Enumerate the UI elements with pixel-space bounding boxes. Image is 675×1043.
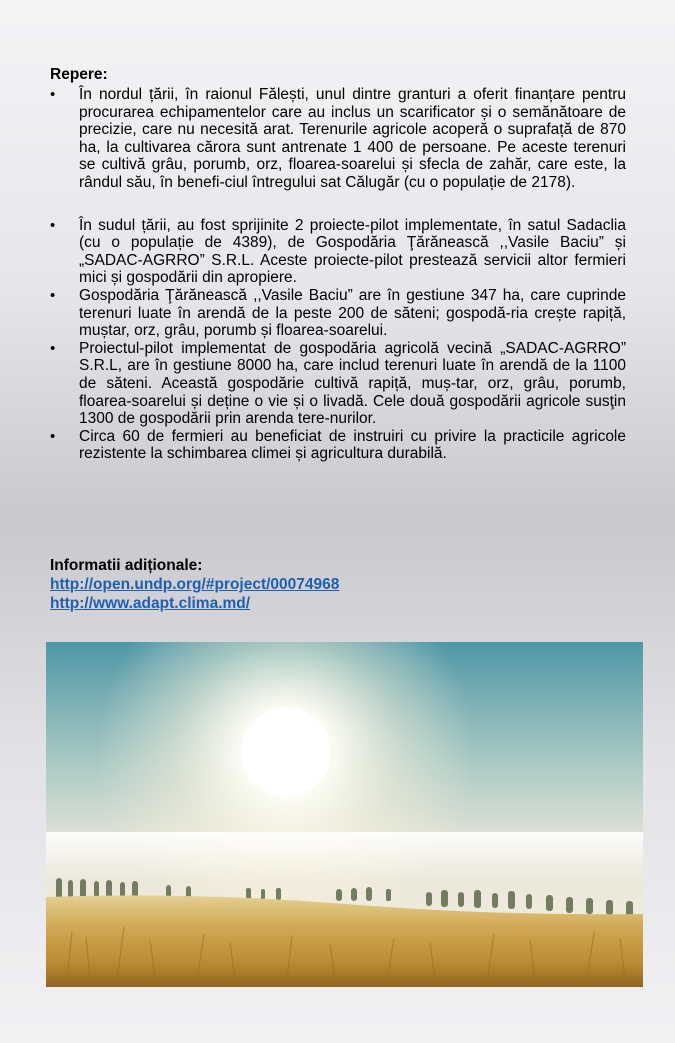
website-link[interactable]: http://www.adapt.clima.md/ xyxy=(50,595,251,612)
list-item: • Circa 60 de fermieri au beneficiat de instruiri cu privire la practicile agricole rezistente la schimbarea climei și agricultura durabilă. xyxy=(50,428,626,463)
list-item: • În sudul țării, au fost sprijinite 2 proiecte-pilot implementate, în satul Sadaclia (cu o populație de 4389), de Gospodăria Ţărănească ,,Vasile Baciu” și „SADAC-AGRRO” S.R.L. Aceste proiecte-pilot prestează servicii altor fermieri mici și gospodării din apropiere. xyxy=(50,217,626,287)
section-heading: Repere: xyxy=(50,66,108,83)
list-item: • Gospodăria Ţărănească ,,Vasile Baciu” are în gestiune 347 ha, care cuprinde terenuri luate în arendă de la peste 200 de săteni; gospodă-ria crește rapiță, muștar, orz, grâu, porumb și floarea-soarelui. xyxy=(50,287,626,340)
additional-info xyxy=(50,556,339,613)
wheat-field-sunrise-photo xyxy=(46,642,643,987)
project-link[interactable]: http://open.undp.org/#project/00074968 xyxy=(50,576,340,593)
list-item: • Proiectul-pilot implementat de gospodăria agricolă vecină „SADAC-AGRRO” S.R.L, are în gestiune 8000 ha, care includ terenuri luate în arendă de la 1100 de săteni. Această gospodărie cultivă rapiță, muș-tar, orz, grâu, porumb, floarea-soarelui și deține o vie și o livadă. Cele două gospodării agricole susţin 1300 de gospodării prin arenda tere-nurilor. xyxy=(50,340,626,428)
additional-info-label: Informatii adiționale: xyxy=(50,557,203,574)
highlights-list xyxy=(50,86,626,463)
list-item: • În nordul țării, în raionul Fălești, unul dintre granturi a oferit finanțare pentru procurarea echipamentelor care au inclus un scarificator și o semănătoare de precizie, care nu necesită arat. Terenurile agricole acoperă o suprafață de 870 ha, la cultivarea cărora sunt antrenate 1 400 de persoane. Pe aceste terenuri se cultivă grâu, porumb, orz, floarea-soarelui și sfecla de zahăr, care este, la rândul său, în benefi-ciul întregului sat Călugăr (cu o populație de 2178). xyxy=(50,86,626,192)
